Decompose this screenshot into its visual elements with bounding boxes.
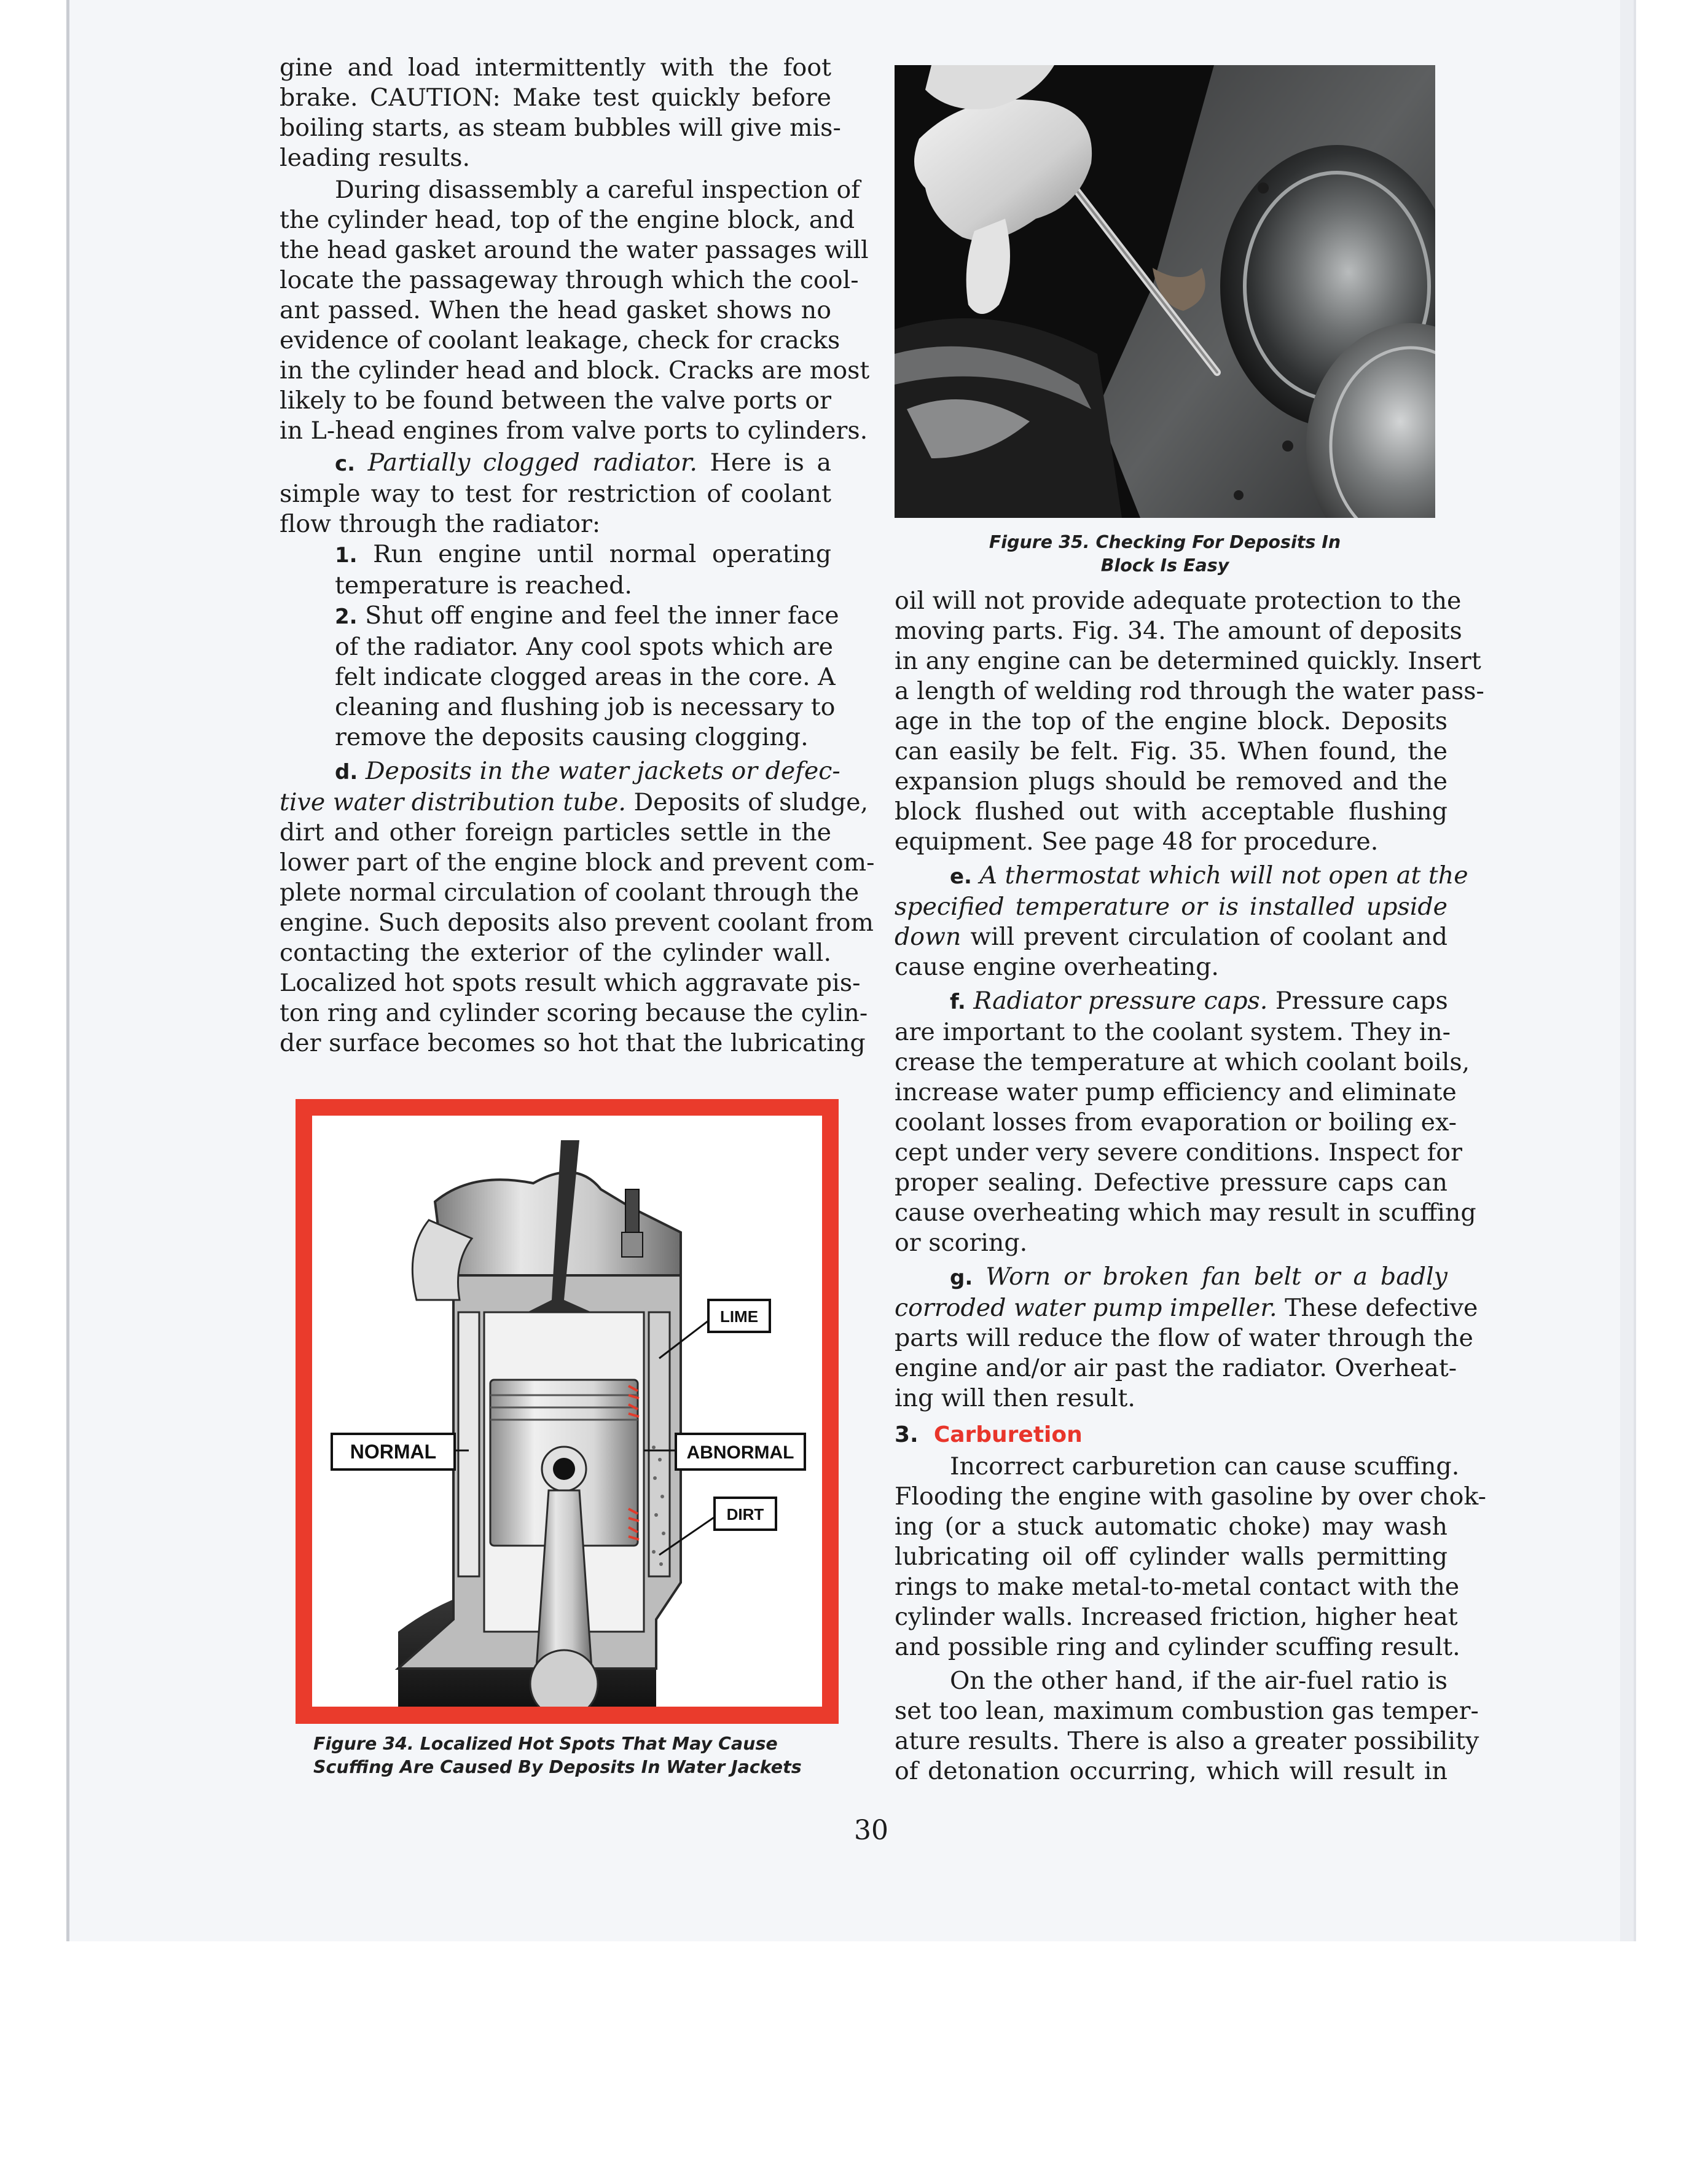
text-line [895, 922, 1447, 952]
list-item-2 [280, 601, 839, 753]
page-shadow-right [1620, 0, 1634, 1941]
text-line: are important to the coolant system. They in- [895, 1018, 1451, 1046]
text-line [895, 986, 1447, 1017]
text-run: These defective [1285, 1294, 1478, 1322]
text-line: rings to make metal-to-metal contact with the [895, 1573, 1460, 1601]
text-run: will prevent circulation of coolant and [970, 923, 1447, 951]
text-run: Run engine until normal operating [373, 540, 831, 568]
text-line: dirt and other foreign particles settle in the [280, 818, 831, 847]
text-line: ature results. There is also a greater possibility [895, 1727, 1479, 1755]
text-line: of detonation occurring, which will result in [895, 1757, 1447, 1785]
text-line: cause engine overheating. [895, 953, 1219, 981]
paragraph-caution [280, 53, 841, 173]
list-item-1 [280, 539, 831, 601]
figure-35-photo [895, 65, 1435, 518]
left-column [280, 53, 875, 1059]
figure-34-caption [313, 1732, 836, 1779]
subheading-fan-belt-cont: corroded water pump impeller. [895, 1294, 1277, 1322]
item-letter-d: d. [335, 760, 358, 785]
subheading-fan-belt: Worn or broken fan belt or a badly [985, 1262, 1447, 1291]
text-line: evidence of coolant leakage, check for cracks [280, 326, 840, 354]
text-line [335, 601, 839, 632]
text-line: a length of welding rod through the water pass- [895, 677, 1484, 705]
paragraph-carburetion-2 [895, 1666, 1479, 1786]
caption-line: Block Is Easy [1100, 555, 1229, 576]
text-line: During disassembly a careful inspection of [335, 176, 860, 204]
text-line: in L-head engines from valve ports to cylinders. [280, 417, 868, 445]
text-line: Incorrect carburetion can cause scuffing. [950, 1452, 1460, 1481]
paragraph-f-pressure-caps [895, 986, 1476, 1258]
text-line: ton ring and cylinder scoring because the cylin- [280, 999, 868, 1027]
figure-34-frame [296, 1099, 839, 1724]
text-line: proper sealing. Defective pressure caps can [895, 1168, 1447, 1197]
caption-line: Figure 35. Checking For Deposits In [989, 532, 1341, 552]
text-line: gine and load intermittently with the foot [280, 53, 831, 82]
text-line: ing will then result. [895, 1384, 1135, 1412]
text-line: locate the passageway through which the cool- [280, 266, 859, 294]
text-line: set too lean, maximum combustion gas temper- [895, 1697, 1479, 1725]
page-edge-right [1634, 0, 1636, 1941]
paragraph-g-fan-belt [895, 1262, 1478, 1414]
text-line: felt indicate clogged areas in the core. A [335, 663, 836, 691]
text-line: contacting the exterior of the cylinder wall. [280, 939, 831, 967]
text-line: lubricating oil off cylinder walls permitting [895, 1543, 1447, 1571]
paragraph-d-deposits [280, 756, 875, 1059]
text-line: leading results. [280, 144, 471, 172]
text-line: increase water pump efficiency and eliminate [895, 1078, 1457, 1106]
text-line: specified temperature or is installed upside [895, 893, 1447, 921]
engine-cross-section-diagram [312, 1116, 822, 1707]
section-number: 3. [895, 1422, 919, 1447]
text-line: On the other hand, if the air-fuel ratio is [950, 1667, 1447, 1695]
text-line: cept under very severe conditions. Inspect for [895, 1138, 1462, 1167]
text-line: engine. Such deposits also prevent coolant from [280, 909, 874, 937]
text-line: plete normal circulation of coolant through the [280, 879, 860, 907]
text-line: the cylinder head, top of the engine block, and [280, 206, 855, 234]
text-line [280, 448, 831, 479]
text-line [895, 1293, 1478, 1323]
section-title: Carburetion [933, 1422, 1083, 1447]
text-line: cleaning and flushing job is necessary to [335, 693, 836, 721]
text-line: and possible ring and cylinder scuffing result. [895, 1633, 1460, 1661]
text-line [280, 756, 840, 788]
subheading-deposits: Deposits in the water jackets or defec- [365, 757, 840, 785]
subheading-clogged-radiator: Partially clogged radiator. [367, 448, 697, 477]
text-line: likely to be found between the valve ports or [280, 386, 831, 415]
text-line: in any engine can be determined quickly. Insert [895, 647, 1481, 675]
text-run: Deposits of sludge, [633, 788, 869, 816]
figure-34-diagram [312, 1116, 822, 1707]
normal-label: NORMAL [350, 1441, 437, 1463]
text-line: equipment. See page 48 for procedure. [895, 828, 1379, 856]
text-line: engine and/or air past the radiator. Overheat- [895, 1354, 1457, 1382]
text-run: Here is a [710, 448, 831, 477]
text-line: block flushed out with acceptable flushing [895, 797, 1447, 826]
text-line: remove the deposits causing clogging. [335, 723, 809, 751]
text-line [895, 861, 1468, 892]
text-line: simple way to test for restriction of coolant [280, 480, 831, 508]
subheading-pressure-caps: Radiator pressure caps. [973, 987, 1268, 1015]
text-line: cylinder walls. Increased friction, higher heat [895, 1603, 1458, 1631]
subheading-thermostat: A thermostat which will not open at the [979, 861, 1468, 890]
text-line: ant passed. When the head gasket shows no [280, 296, 831, 324]
item-letter-e: e. [950, 864, 972, 889]
text-line: oil will not provide adequate protection to the [895, 587, 1462, 615]
page-edge-left [66, 0, 69, 1941]
text-line: Flooding the engine with gasoline by over chok- [895, 1482, 1486, 1511]
text-line: of the radiator. Any cool spots which are [335, 633, 833, 661]
text-line: der surface becomes so hot that the lubricating [280, 1029, 866, 1057]
text-line: brake. CAUTION: Make test quickly before [280, 84, 831, 112]
text-line: expansion plugs should be removed and the [895, 767, 1447, 796]
caption-line: Figure 34. Localized Hot Spots That May Cause [313, 1734, 778, 1754]
item-letter-c: c. [335, 452, 356, 476]
text-line [895, 1262, 1447, 1293]
text-line: ing (or a stuck automatic choke) may wash [895, 1513, 1447, 1541]
text-line [280, 788, 869, 818]
paragraph-e-thermostat [895, 861, 1468, 982]
text-line: or scoring. [895, 1229, 1028, 1257]
text-line: can easily be felt. Fig. 35. When found, the [895, 737, 1447, 765]
caption-line: Scuffing Are Caused By Deposits In Water Jackets [313, 1757, 802, 1777]
text-line: flow through the radiator: [280, 510, 601, 538]
list-number: 2. [335, 605, 358, 629]
text-line: coolant losses from evaporation or boiling ex- [895, 1108, 1457, 1137]
page-number: 30 [854, 1815, 888, 1846]
abnormal-label: ABNORMAL [686, 1442, 794, 1463]
text-line [335, 539, 831, 571]
paragraph-c-clogged-radiator [280, 448, 831, 539]
dirt-label: DIRT [726, 1505, 764, 1524]
text-line: the head gasket around the water passages will [280, 236, 869, 264]
right-column [895, 586, 1486, 1786]
figure-35-caption [895, 531, 1435, 577]
lime-label: LIME [719, 1307, 759, 1326]
item-letter-f: f. [950, 990, 966, 1014]
list-number: 1. [335, 543, 358, 568]
subheading-deposits-cont: tive water distribution tube. [280, 788, 626, 816]
section-heading-carburetion [895, 1420, 1447, 1450]
text-line: temperature is reached. [335, 571, 632, 600]
text-line: moving parts. Fig. 34. The amount of deposits [895, 617, 1462, 645]
paragraph-disassembly [280, 175, 870, 446]
paragraph-carburetion-1 [895, 1452, 1486, 1662]
welding-rod-photo-illustration [895, 65, 1435, 518]
text-run: Shut off engine and feel the inner face [365, 601, 839, 630]
text-line: age in the top of the engine block. Deposits [895, 707, 1447, 735]
text-line: boiling starts, as steam bubbles will give mis- [280, 114, 841, 142]
subheading-thermostat-cont: down [895, 923, 962, 951]
text-line: lower part of the engine block and prevent com- [280, 848, 875, 877]
text-line: in the cylinder head and block. Cracks are most [280, 356, 870, 385]
text-line: cause overheating which may result in scuffing [895, 1199, 1476, 1227]
text-run: Pressure caps [1275, 987, 1448, 1015]
text-line: Localized hot spots result which aggravate pis- [280, 969, 861, 997]
paragraph-deposits-continued [895, 586, 1484, 857]
text-line: parts will reduce the flow of water through the [895, 1324, 1473, 1352]
text-line: crease the temperature at which coolant boils, [895, 1048, 1470, 1076]
item-letter-g: g. [950, 1266, 973, 1290]
